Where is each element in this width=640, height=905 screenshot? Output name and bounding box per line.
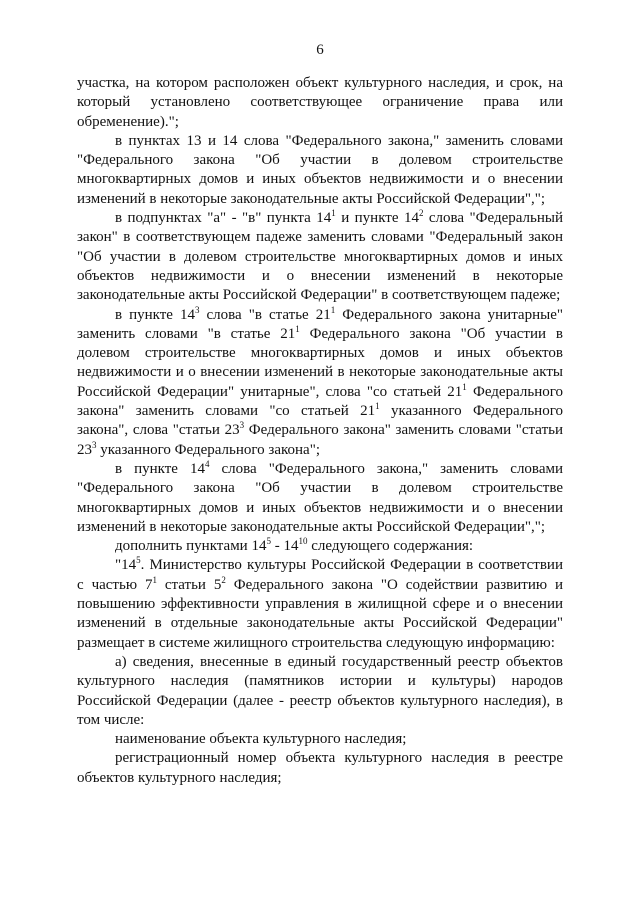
superscript-index: 3	[239, 420, 245, 431]
text-run: в подпунктах "а" - "в" пункта 14	[115, 210, 332, 227]
text-run: Федерального закона "Об участии в долевом строительстве многоквартирных домов и иных объектов недвижимости и о внесении изменений в некоторые законодательные акты Российской Федерации" унитарные", слова "со статьей 21	[77, 325, 563, 400]
text-run: указанного Федерального закона", слова "статьи 23	[77, 403, 563, 439]
paragraph	[77, 132, 563, 209]
superscript-index: 5	[136, 555, 141, 566]
document-body	[77, 74, 563, 788]
paragraph	[77, 556, 563, 652]
text-run: наименование объекта культурного наследия;	[115, 731, 407, 748]
text-run: Федерального закона" заменить словами "статьи 23	[77, 422, 563, 458]
superscript-index: 1	[152, 574, 157, 585]
superscript-index: 4	[205, 458, 210, 469]
text-run: - 14	[270, 538, 299, 555]
superscript-index: 3	[92, 439, 97, 450]
paragraph	[77, 653, 563, 730]
page-number: 6	[316, 42, 324, 58]
superscript-index: 10	[298, 536, 308, 547]
text-run: "14	[115, 557, 137, 574]
text-run: а) сведения, внесенные в единый государственный реестр объектов культурного наследия (памятников истории и культуры) народов Российской Федерации (далее - реестр объектов культурного наследия), в том числе:	[77, 653, 563, 728]
text-run: следующего содержания:	[307, 538, 474, 555]
text-run: участка, на котором расположен объект культурного наследия, и срок, на который установлено соответствующее ограничение права или обременение).";	[77, 75, 563, 130]
text-run: дополнить пунктами 14	[115, 538, 267, 555]
paragraph	[77, 306, 563, 460]
superscript-index: 2	[221, 574, 226, 585]
text-run: слова "Федеральный закон" в соответствующем падеже заменить словами "Федеральный закон "Об участии в долевом строительстве многоквартирных домов и иных объектов недвижимости и о внесении изменений в некоторые законодательные акты Российской Федерации" в соответствующем падеже;	[77, 210, 563, 304]
text-run: слова "в статье 21	[199, 306, 331, 323]
text-run: Федерального закона" заменить словами "со статьей 21	[77, 383, 564, 420]
superscript-index: 1	[331, 208, 336, 219]
text-run: статьи 5	[156, 576, 222, 593]
superscript-index: 1	[375, 401, 380, 412]
text-run: и пункте 14	[335, 210, 419, 227]
text-run: регистрационный номер объекта культурного наследия в реестре объектов культурного наследия;	[77, 750, 563, 786]
text-run: . Министерство культуры Российской Федерации в соответствии с частью 7	[77, 557, 563, 593]
text-run: Федерального закона унитарные" заменить словами "в статье 21	[77, 306, 563, 342]
text-run: в пункте 14	[115, 306, 195, 323]
paragraph	[77, 209, 563, 305]
superscript-index: 2	[418, 208, 424, 219]
paragraph	[77, 74, 563, 132]
text-run: слова "Федерального закона," заменить словами "Федерального закона "Об участии в долевом строительстве многоквартирных домов и иных объектов недвижимости и о внесении изменений в некоторые законодательные акты Российской Федерации",";	[77, 460, 563, 535]
text-run: в пунктах 13 и 14 слова "Федерального закона," заменить словами "Федерального закона "Об участии в долевом строительстве многоквартирных домов и иных объектов недвижимости и о внесении изменений в некоторые законодательные акты Российской Федерации",";	[77, 132, 563, 207]
paragraph	[77, 460, 563, 537]
text-run: в пункте 14	[115, 460, 205, 477]
text-run: Федерального закона "О содействии развитию и повышению эффективности управления в жилищной сфере и о внесении изменений в отдельные законодательные акты Российской Федерации" размещает в системе жилищного строительства следующую информацию:	[77, 576, 564, 651]
superscript-index: 5	[266, 536, 271, 547]
paragraph	[77, 730, 563, 749]
text-run: указанного Федерального закона";	[96, 441, 320, 458]
superscript-index: 1	[295, 323, 300, 334]
paragraph	[77, 749, 563, 788]
paragraph	[77, 537, 563, 556]
superscript-index: 3	[195, 304, 200, 315]
superscript-index: 1	[330, 304, 336, 315]
superscript-index: 1	[462, 381, 467, 392]
